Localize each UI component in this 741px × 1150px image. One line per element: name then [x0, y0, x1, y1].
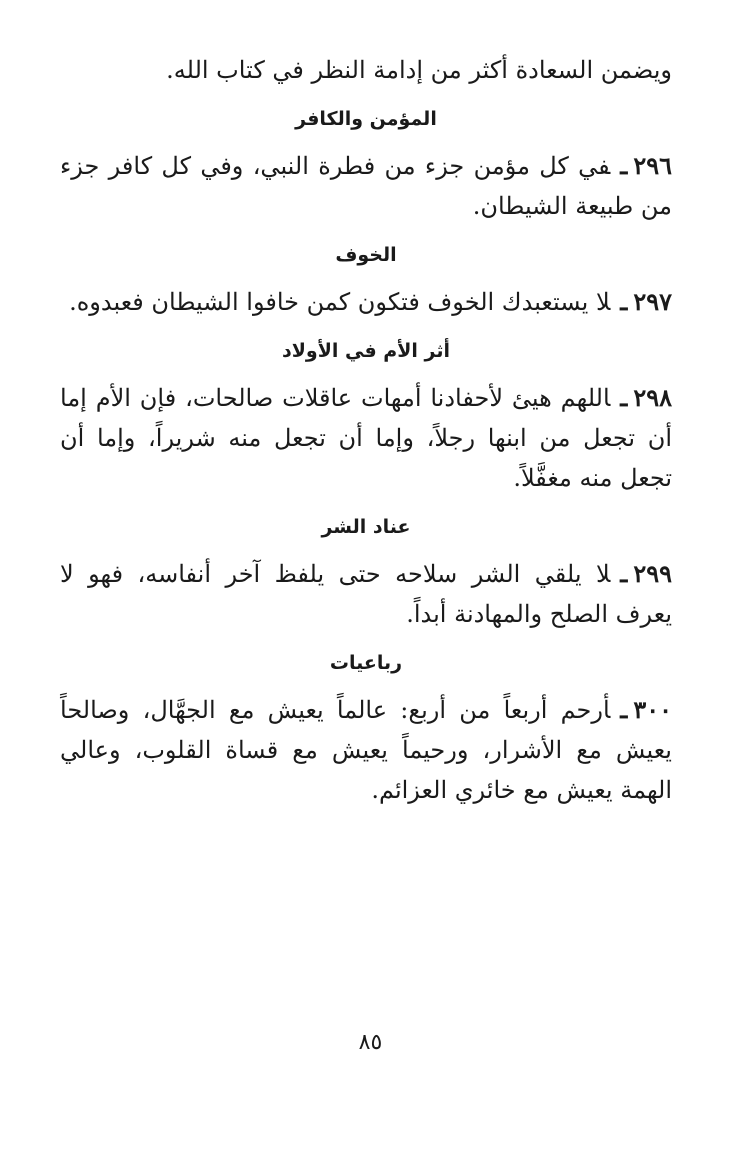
- entry-number: ٢٩٩: [633, 559, 672, 588]
- section-heading: عناد الشر: [321, 516, 411, 538]
- entry-text: لا يلقي الشر سلاحه حتى يلفظ آخر أنفاسه، فهو لا يعرف الصلح والمهادنة أبداً.: [60, 560, 672, 628]
- entry-text: أرحم أربعاً من أربع: عالماً يعيش مع الجهَّال، وصالحاً يعيش مع الأشرار، ورحيماً يعيش مع قساة القلوب، وعالي الهمة يعيش مع خائري العزائم.: [60, 696, 672, 804]
- section-heading: رباعيات: [329, 652, 403, 674]
- entry-dash: ـ: [620, 287, 628, 316]
- entry-300: [60, 690, 672, 810]
- section-heading: المؤمن والكافر: [295, 108, 437, 130]
- entry-number: ٢٩٧: [633, 287, 672, 316]
- entry-text: لا يستعبدك الخوف فتكون كمن خافوا الشيطان فعبدوه.: [69, 288, 611, 316]
- entry-299: [60, 554, 672, 634]
- entry-296: [60, 146, 672, 226]
- entry-number: ٣٠٠: [633, 695, 672, 724]
- entry-dash: ـ: [620, 383, 628, 412]
- entry-number: ٢٩٦: [633, 151, 672, 180]
- entry-text: في كل مؤمن جزء من فطرة النبي، وفي كل كافر جزء من طبيعة الشيطان.: [60, 152, 672, 220]
- section-heading: أثر الأم في الأولاد: [282, 340, 450, 362]
- section-heading: الخوف: [335, 244, 397, 266]
- page-number: ٨٥: [358, 1030, 383, 1055]
- entry-297: [60, 282, 672, 322]
- intro-line: ويضمن السعادة أكثر من إدامة النظر في كتاب الله.: [166, 56, 672, 84]
- entry-dash: ـ: [620, 559, 628, 588]
- entry-number: ٢٩٨: [633, 383, 672, 412]
- entry-298: [60, 378, 672, 498]
- page-body: [60, 50, 672, 810]
- entry-dash: ـ: [620, 695, 628, 724]
- entry-text: اللهم هيئ لأحفادنا أمهات عاقلات صالحات، فإن الأم إما أن تجعل من ابنها رجلاً، وإما أن تجعل منه شريراً، وإما أن تجعل منه مغفَّلاً.: [60, 384, 672, 492]
- entry-dash: ـ: [620, 151, 628, 180]
